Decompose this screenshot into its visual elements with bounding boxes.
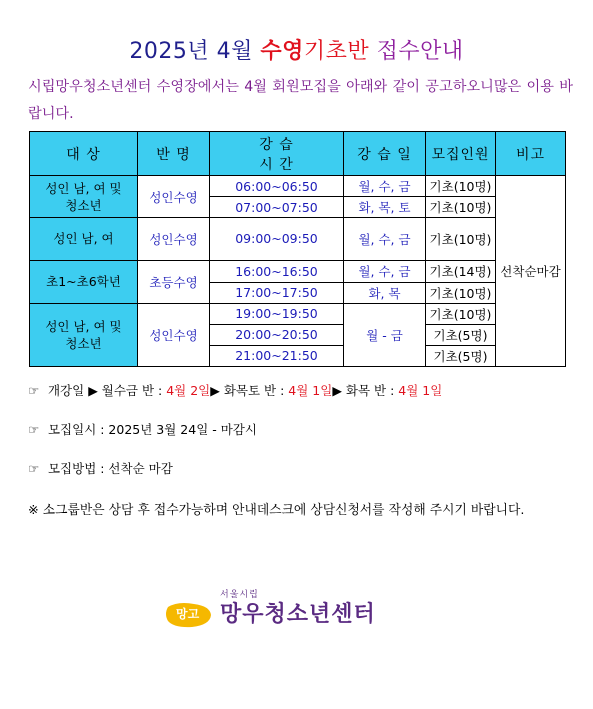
time-cell: 19:00~19:50 [210, 303, 344, 324]
page-title [0, 34, 593, 65]
logo-badge-text: 망고 [176, 607, 200, 621]
capacity-cell: 기초(10명) [426, 197, 496, 218]
time-cell: 17:00~17:50 [210, 282, 344, 303]
time-cell: 21:00~21:50 [210, 345, 344, 366]
opening-seg3: 화목 반 : [341, 383, 399, 398]
logo-name: 망우청소년센터 [220, 602, 376, 627]
table-row [30, 303, 566, 324]
capacity-cell: 기초(5명) [426, 324, 496, 345]
method-line [28, 459, 173, 477]
header-time [210, 132, 344, 176]
target-cell [30, 303, 138, 366]
target-line: 성인 남, 여 및 [45, 180, 122, 196]
days-cell: 월, 수, 금 [344, 218, 426, 260]
header-target: 대 상 [30, 132, 138, 176]
days-cell: 화, 목, 토 [344, 197, 426, 218]
capacity-cell: 기초(10명) [426, 218, 496, 260]
time-cell: 07:00~07:50 [210, 197, 344, 218]
capacity-cell: 기초(10명) [426, 303, 496, 324]
target-cell: 초1~초6학년 [30, 260, 138, 303]
days-cell: 월 - 금 [344, 303, 426, 366]
capacity-cell: 기초(14명) [426, 260, 496, 282]
pointing-hand-icon: ☞ [28, 383, 40, 398]
table-header-row [30, 132, 566, 176]
schedule-table [29, 131, 566, 367]
header-capacity: 모집인원 [426, 132, 496, 176]
table-row [30, 260, 566, 282]
time-cell: 09:00~09:50 [210, 218, 344, 260]
header-time-line2: 시 간 [259, 156, 294, 173]
pointing-hand-icon: ☞ [28, 461, 40, 476]
opening-date-line [28, 381, 442, 399]
center-logo [160, 587, 435, 635]
intro-text: 시립망우청소년센터 수영장에서는 4월 회원모집을 아래와 같이 공고하오니많은 이용 바랍니다. [28, 79, 573, 122]
days-cell: 월, 수, 금 [344, 260, 426, 282]
table-row [30, 176, 566, 197]
note-cell: 선착순마감 [496, 176, 566, 367]
header-note: 비고 [496, 132, 566, 176]
header-days: 강 습 일 [344, 132, 426, 176]
target-line: 성인 남, 여 및 [45, 318, 122, 334]
logo-subtitle: 서울시립 [220, 590, 259, 600]
opening-seg2: 화목토 반 : [219, 383, 289, 398]
title-swim: 수영 [260, 39, 304, 64]
days-cell: 월, 수, 금 [344, 176, 426, 197]
time-cell: 06:00~06:50 [210, 176, 344, 197]
header-class: 반 명 [138, 132, 210, 176]
title-basic-class: 기초반 [303, 39, 377, 64]
title-year-month: 2025년 4월 [129, 39, 261, 64]
title-registration: 접수안내 [376, 39, 464, 64]
opening-seg1: 월수금 반 : [97, 383, 167, 398]
capacity-cell: 기초(10명) [426, 282, 496, 303]
target-cell [30, 176, 138, 218]
period-text: 모집일시 : 2025년 3월 24일 - 마감시 [44, 422, 257, 437]
target-line: 청소년 [65, 335, 102, 351]
time-cell: 16:00~16:50 [210, 260, 344, 282]
days-cell: 화, 목 [344, 282, 426, 303]
opening-date-2: 4월 1일 [288, 383, 333, 398]
pointing-hand-icon: ☞ [28, 422, 40, 437]
arrow-icon: ▶ [88, 383, 98, 398]
capacity-cell: 기초(10명) [426, 176, 496, 197]
arrow-icon: ▶ [332, 383, 342, 398]
target-cell: 성인 남, 여 [30, 218, 138, 260]
method-text: 모집방법 : 선착순 마감 [44, 461, 173, 476]
opening-date-1: 4월 2일 [166, 383, 211, 398]
opening-date-3: 4월 1일 [398, 383, 443, 398]
period-line [28, 420, 257, 438]
class-cell: 초등수영 [138, 260, 210, 303]
arrow-icon: ▶ [210, 383, 220, 398]
class-cell: 성인수영 [138, 303, 210, 366]
time-cell: 20:00~20:50 [210, 324, 344, 345]
table-row [30, 218, 566, 260]
capacity-cell: 기초(5명) [426, 345, 496, 366]
target-line: 청소년 [65, 197, 102, 213]
small-group-notice: ※ 소그룹반은 상담 후 접수가능하며 안내데스크에 상담신청서를 작성해 주시기 바랍니다. [28, 503, 525, 518]
opening-label: 개강일 [44, 383, 89, 398]
class-cell: 성인수영 [138, 218, 210, 260]
header-time-line1: 강 습 [259, 136, 294, 153]
class-cell: 성인수영 [138, 176, 210, 218]
